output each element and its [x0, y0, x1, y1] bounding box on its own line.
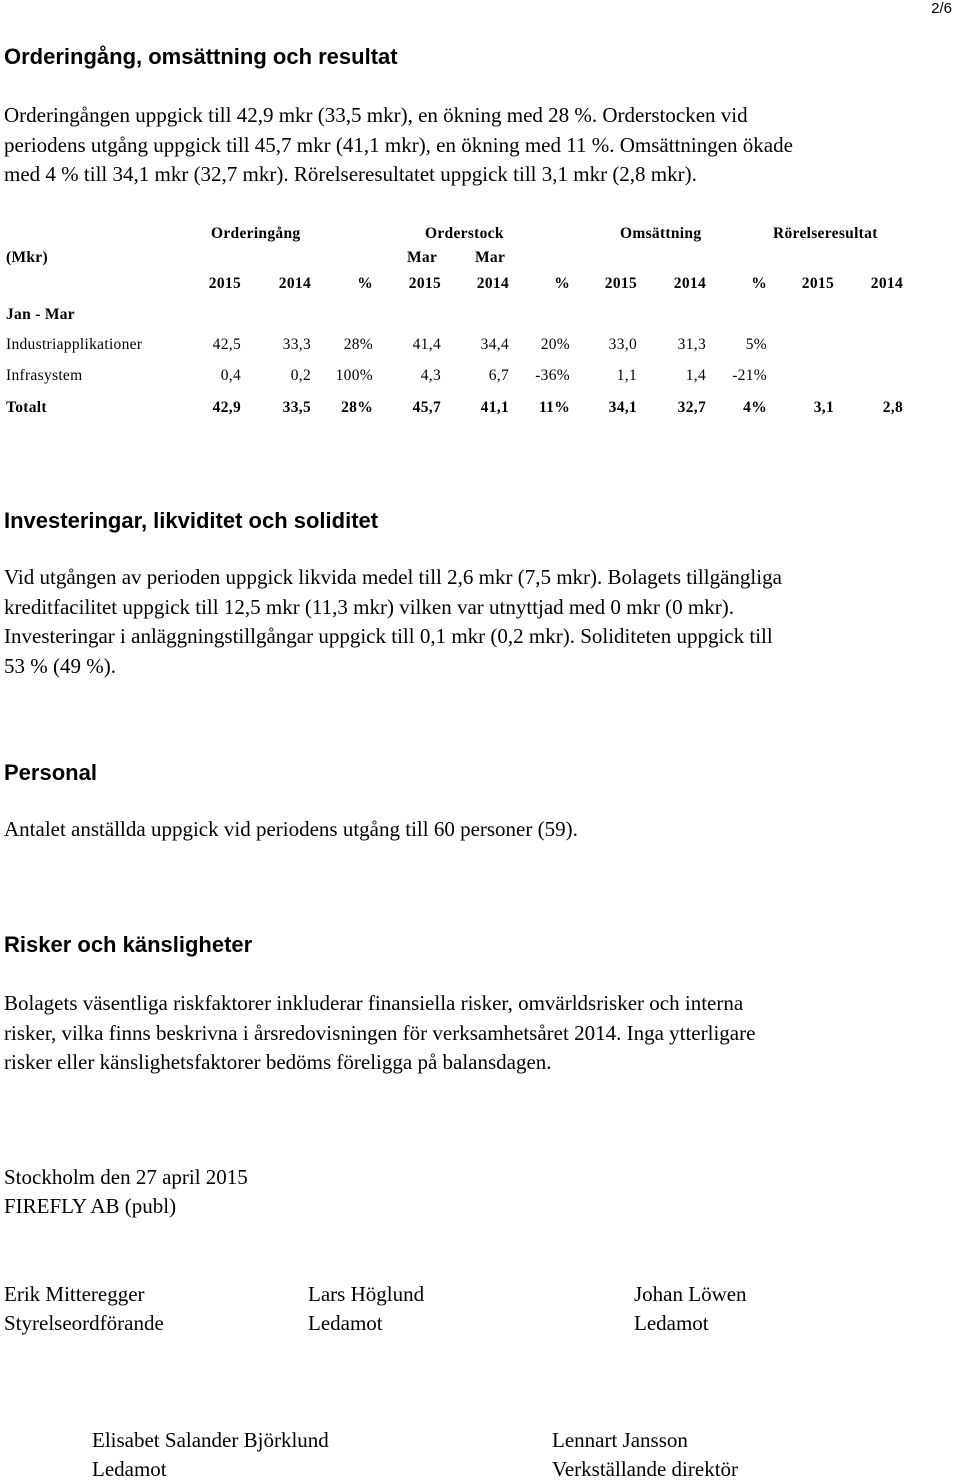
- col-header: 2014: [673, 275, 706, 292]
- signatory-role: Ledamot: [634, 1311, 709, 1335]
- group-header-rorelseresultat: Rörelseresultat: [773, 225, 878, 242]
- paragraph-line: Orderingången uppgick till 42,9 mkr (33,5 mkr), en ökning med 28 %. Orderstocken vid: [4, 103, 748, 127]
- col-header: 2014: [870, 275, 903, 292]
- paragraph-line: kreditfacilitet uppgick till 12,5 mkr (11,3 mkr) vilken var utnyttjad med 0 mkr (0 mkr).: [4, 594, 734, 619]
- table-cell: 11%: [538, 399, 570, 416]
- signature-block: [4, 1280, 164, 1338]
- table-cell: 33,3: [282, 336, 311, 353]
- col-header: 2015: [604, 275, 637, 292]
- row-label: Totalt: [6, 399, 47, 416]
- table-cell: 42,9: [212, 399, 241, 416]
- signatory-name: Lars Höglund: [308, 1282, 425, 1306]
- paragraph-line: risker, vilka finns beskrivna i årsredovisningen för verksamhetsåret 2014. Inga ytterligare: [4, 1020, 756, 1045]
- table-cell: 34,1: [608, 399, 637, 416]
- signatory-role: Ledamot: [308, 1311, 383, 1335]
- paragraph-line: periodens utgång uppgick till 45,7 mkr (41,1 mkr), en ökning med 11 %. Omsättningen ökade: [4, 132, 793, 157]
- col-header: %: [751, 275, 767, 292]
- paragraph-line: 53 % (49 %).: [4, 653, 116, 678]
- table-cell: 45,7: [412, 399, 441, 416]
- col-header: 2015: [408, 275, 441, 292]
- signatory-role: Styrelseordförande: [4, 1311, 164, 1335]
- section-paragraph-orders: [4, 101, 793, 190]
- table-cell: 0,4: [220, 367, 241, 384]
- table-cell: 31,3: [677, 336, 706, 353]
- paragraph-line: Bolagets väsentliga riskfaktorer inkluderar finansiella risker, omvärldsrisker och interna: [4, 991, 744, 1015]
- signatory-name: Elisabet Salander Björklund: [92, 1428, 329, 1452]
- period-label: Jan - Mar: [6, 306, 75, 323]
- col-header: 2014: [278, 275, 311, 292]
- table-cell: 33,5: [282, 399, 311, 416]
- section-paragraph-investments: [4, 563, 782, 681]
- unit-label: (Mkr): [6, 249, 48, 266]
- signatory-name: Erik Mitteregger: [4, 1282, 145, 1306]
- place-date: Stockholm den 27 april 2015: [4, 1165, 248, 1189]
- signature-block: [634, 1280, 747, 1338]
- signatory-role: Ledamot: [92, 1457, 167, 1481]
- table-cell: 42,5: [212, 336, 241, 353]
- closing-block: [4, 1163, 248, 1221]
- table-cell: 0,2: [290, 367, 311, 384]
- section-paragraph-personnel: [4, 815, 578, 845]
- section-heading-personnel: Personal: [4, 760, 97, 785]
- paragraph-line: risker eller känslighetsfaktorer bedöms föreligga på balansdagen.: [4, 1050, 552, 1074]
- table-cell: 41,1: [480, 399, 509, 416]
- table-cell: 28%: [341, 399, 373, 416]
- signature-block: [92, 1426, 329, 1484]
- group-header-orderstock: Orderstock: [425, 225, 504, 242]
- table-cell: 1,1: [616, 367, 637, 384]
- table-cell: 33,0: [608, 336, 637, 353]
- col-header: 2015: [208, 275, 241, 292]
- section-paragraph-risks: [4, 989, 755, 1078]
- signatory-role: Verkställande direktör: [552, 1457, 739, 1481]
- paragraph-line: Vid utgången av perioden uppgick likvida medel till 2,6 mkr (7,5 mkr). Bolagets tillgängliga: [4, 565, 782, 589]
- table-cell: 34,4: [480, 336, 509, 353]
- signatory-name: Lennart Jansson: [552, 1428, 688, 1452]
- signature-block: [308, 1280, 424, 1338]
- table-cell: 1,4: [685, 367, 706, 384]
- col-header: 2014: [476, 275, 509, 292]
- paragraph-line: Investeringar i anläggningstillgångar uppgick till 0,1 mkr (0,2 mkr). Soliditeten uppgick till: [4, 624, 773, 648]
- table-cell: -21%: [732, 367, 767, 384]
- table-cell: 6,7: [488, 367, 509, 384]
- page-number: 2/6: [931, 0, 952, 17]
- signature-block: [552, 1426, 738, 1484]
- table-cell: 32,7: [677, 399, 706, 416]
- group-header-omsattning: Omsättning: [620, 225, 702, 242]
- table-cell: 4,3: [420, 367, 441, 384]
- paragraph-line: med 4 % till 34,1 mkr (32,7 mkr). Rörelseresultatet uppgick till 3,1 mkr (2,8 mkr).: [4, 162, 697, 186]
- table-cell: 20%: [540, 336, 570, 353]
- mar-label: Mar: [407, 249, 438, 266]
- section-heading-orders: Orderingång, omsättning och resultat: [4, 44, 398, 69]
- col-header: %: [357, 275, 373, 292]
- row-label: Infrasystem: [6, 367, 83, 384]
- col-header: 2015: [801, 275, 834, 292]
- section-heading-risks: Risker och känsligheter: [4, 932, 253, 957]
- table-cell: 28%: [343, 336, 373, 353]
- table-cell: 3,1: [813, 399, 834, 416]
- table-cell: 100%: [335, 367, 373, 384]
- section-heading-investments: Investeringar, likviditet och soliditet: [4, 508, 379, 533]
- paragraph-line: Antalet anställda uppgick vid periodens utgång till 60 personer (59).: [4, 817, 578, 841]
- signatory-name: Johan Löwen: [634, 1282, 747, 1306]
- row-label: Industriapplikationer: [6, 336, 143, 353]
- table-cell: 41,4: [412, 336, 441, 353]
- table-cell: -36%: [535, 367, 570, 384]
- mar-label: Mar: [475, 249, 506, 266]
- group-header-orderingang: Orderingång: [211, 225, 301, 242]
- col-header: %: [554, 275, 570, 292]
- table-cell: 5%: [745, 336, 767, 353]
- company-name: FIREFLY AB (publ): [4, 1194, 177, 1218]
- table-cell: 2,8: [882, 399, 903, 416]
- table-cell: 4%: [743, 399, 767, 416]
